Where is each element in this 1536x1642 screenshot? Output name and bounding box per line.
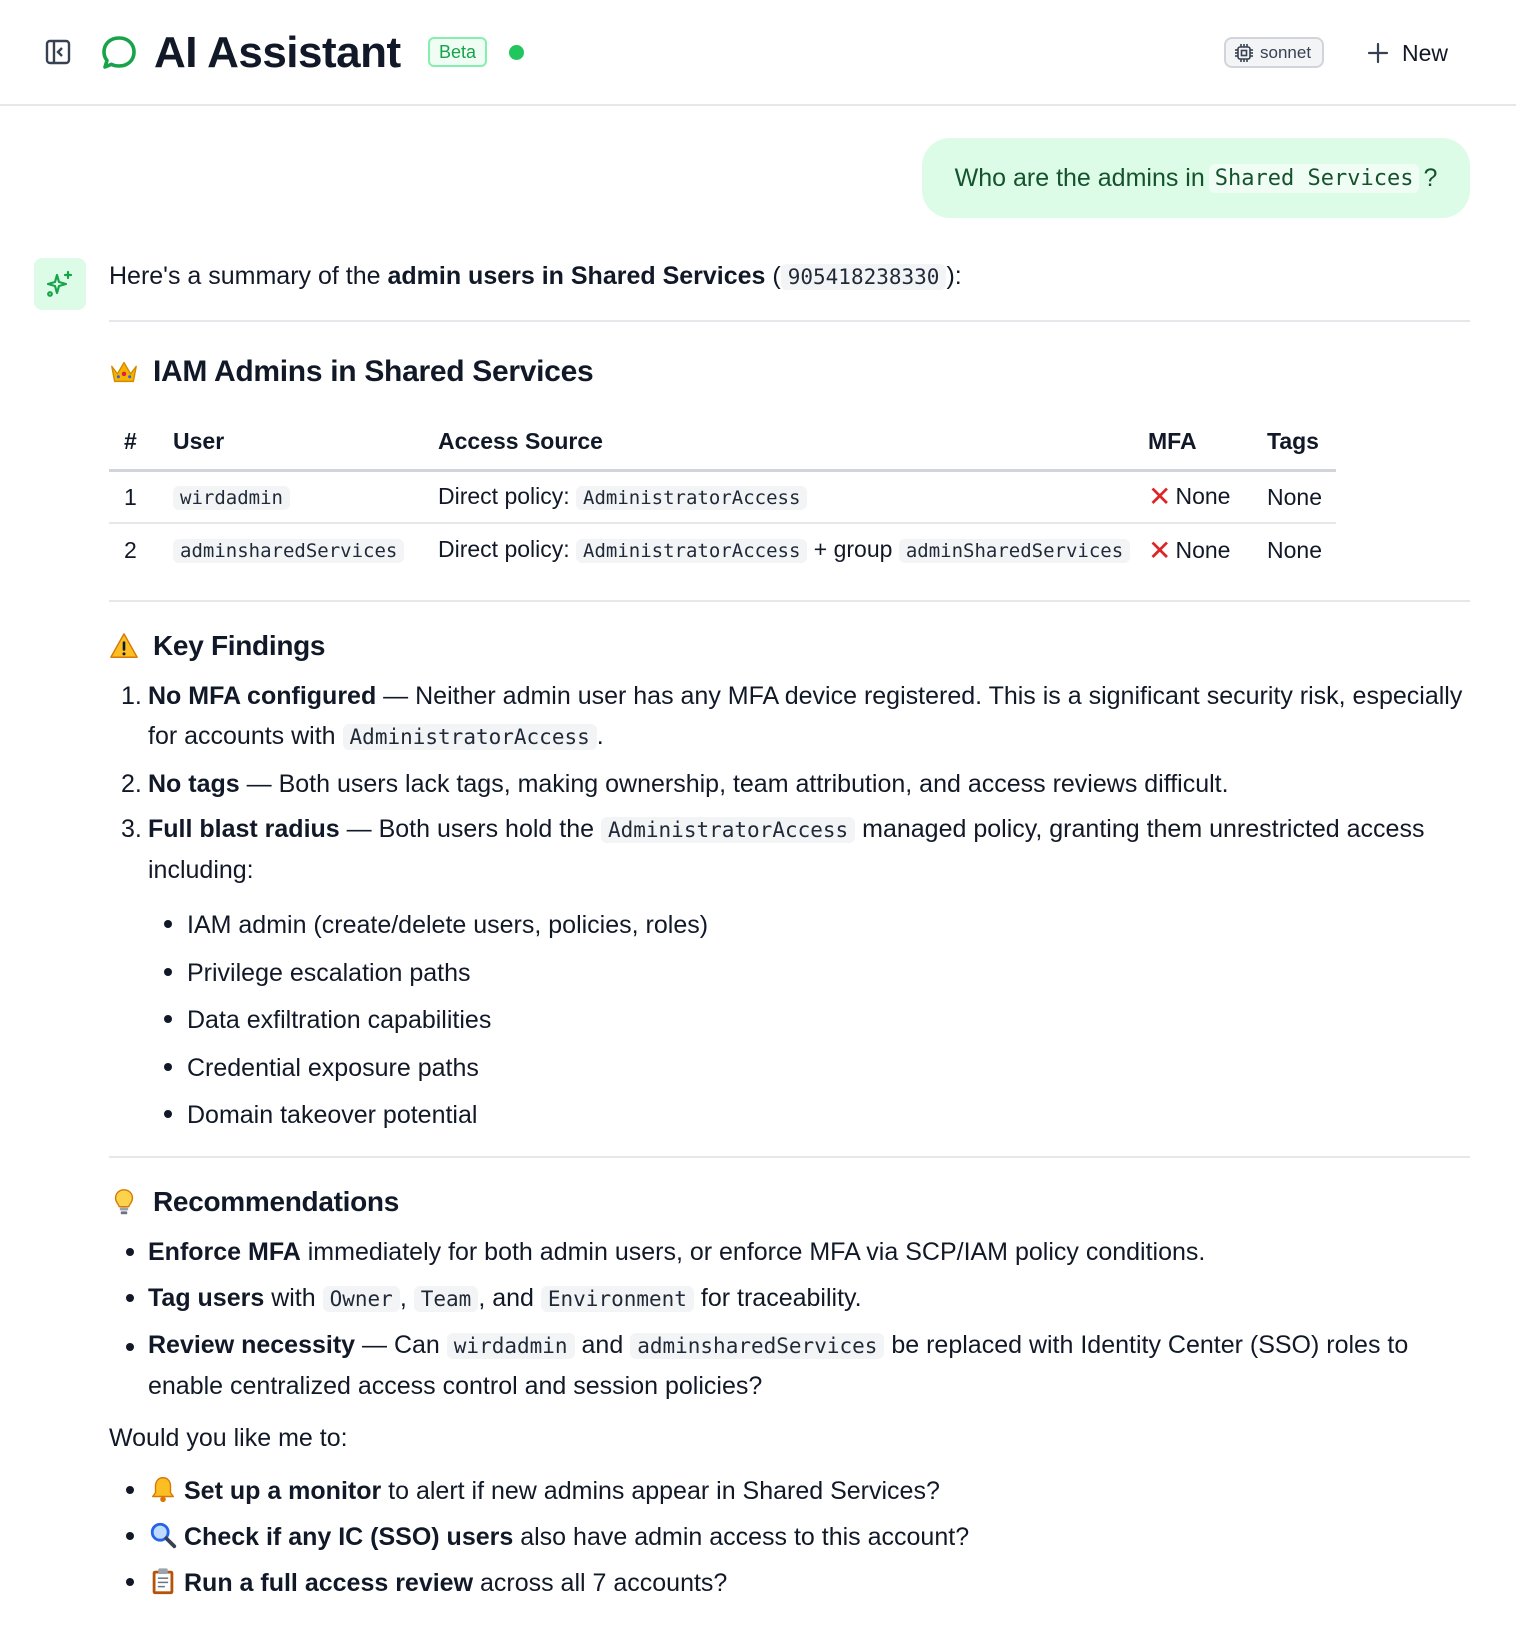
policy-code: AdministratorAccess <box>576 539 807 563</box>
user-message <box>922 138 1470 218</box>
list-item <box>109 1325 1470 1406</box>
list-item: Domain takeover potential <box>109 1092 1470 1140</box>
list-item <box>109 676 1470 757</box>
tag-owner-code: Owner <box>323 1286 400 1312</box>
chip-icon <box>1234 43 1254 63</box>
row-user <box>173 470 438 523</box>
mfa-value: None <box>1175 483 1231 510</box>
admins-heading-text: IAM Admins in Shared Services <box>153 355 594 388</box>
follow-up-question: Would you like me to: <box>109 1423 348 1452</box>
col-access-source: Access Source <box>438 414 1148 470</box>
clipboard-icon <box>148 1566 178 1596</box>
row-num: 2 <box>124 537 137 563</box>
list-item <box>109 1468 1470 1514</box>
col-num: # <box>109 414 173 470</box>
row-num: 1 <box>109 470 173 523</box>
list-number: 1. <box>121 682 142 710</box>
rec-text: , and <box>478 1283 541 1312</box>
rec-text: immediately for both admin users, or enforce MFA via SCP/IAM policy conditions. <box>300 1237 1206 1266</box>
finding-text: — Neither admin user has any MFA device registered. This is a significant security risk, especially for accounts with <box>148 682 1463 750</box>
recommendations-heading-text: Recommendations <box>153 1185 399 1217</box>
rec-text: with <box>264 1283 323 1312</box>
reply-intro <box>109 254 1470 298</box>
row-mfa <box>1148 470 1267 523</box>
row-source <box>438 470 1148 523</box>
col-user: User <box>173 414 438 470</box>
divider <box>109 600 1470 602</box>
model-selector[interactable] <box>1224 37 1324 68</box>
user-code: wirdadmin <box>173 486 290 510</box>
lightbulb-icon <box>109 1187 139 1217</box>
model-label: sonnet <box>1260 42 1312 62</box>
user-code: adminsharedServices <box>630 1333 884 1359</box>
options-list <box>109 1468 1470 1606</box>
rec-text: , <box>399 1283 407 1312</box>
sparkles-icon <box>45 269 75 299</box>
admins-table <box>109 414 1336 576</box>
rec-text: — Can <box>355 1330 447 1359</box>
group-code: adminSharedServices <box>899 539 1130 563</box>
sidebar-toggle-icon[interactable] <box>44 38 72 66</box>
option-bold: Check if any IC (SSO) users <box>184 1522 514 1551</box>
list-item <box>109 1230 1470 1274</box>
tag-environment-code: Environment <box>541 1286 694 1312</box>
blast-radius-list <box>109 902 1470 1140</box>
option-text: to alert if new admins appear in Shared Services? <box>381 1476 940 1505</box>
row-tags: None <box>1267 537 1322 563</box>
crown-icon <box>109 357 139 387</box>
app-header <box>0 0 1516 106</box>
list-number: 2. <box>121 770 142 798</box>
col-tags: Tags <box>1267 414 1336 470</box>
finding-end: managed policy, granting them unrestricted access including: <box>148 815 1425 884</box>
rec-bold: Review necessity <box>148 1330 356 1359</box>
row-mfa <box>1148 523 1267 576</box>
intro-text: Here's a summary of the <box>109 262 388 290</box>
cross-mark-icon: ✕ <box>1148 481 1172 513</box>
intro-bold: admin users in Shared Services <box>387 262 766 290</box>
rec-text: be replaced with Identity Center (SSO) roles to enable centralized access control and session policies? <box>148 1330 1409 1400</box>
list-item <box>109 762 1470 806</box>
option-bold: Set up a monitor <box>184 1476 382 1505</box>
table-row <box>109 470 1336 523</box>
option-bold: Run a full access review <box>184 1568 474 1597</box>
divider <box>109 1156 1470 1158</box>
intro-paren-open: ( <box>765 262 781 290</box>
list-item <box>109 1560 1470 1606</box>
account-id-code: 905418238330 <box>781 264 947 290</box>
assistant-avatar <box>34 258 86 310</box>
intro-end: ): <box>946 262 962 290</box>
list-item: IAM admin (create/delete users, policies, roles) <box>109 902 1470 950</box>
cross-mark-icon: ✕ <box>1148 534 1172 566</box>
magnifier-icon <box>148 1520 178 1550</box>
bell-icon <box>148 1474 178 1504</box>
row-user <box>173 523 438 576</box>
beta-badge: Beta <box>428 37 487 67</box>
finding-code: AdministratorAccess <box>601 817 855 843</box>
finding-end: . <box>596 722 604 750</box>
finding-bold: No tags <box>148 770 240 798</box>
list-item <box>109 1276 1470 1321</box>
finding-bold: No MFA configured <box>148 682 377 710</box>
rec-bold: Enforce MFA <box>148 1237 301 1266</box>
policy-code: AdministratorAccess <box>576 486 807 510</box>
assistant-message <box>109 256 1470 1606</box>
list-item: Data exfiltration capabilities <box>109 997 1470 1045</box>
user-message-end: ? <box>1423 163 1438 192</box>
list-number: 3. <box>121 815 142 843</box>
table-header-row <box>109 414 1336 470</box>
finding-text: — Both users lack tags, making ownership, team attribution, and access reviews difficult. <box>239 770 1229 798</box>
user-code: adminsharedServices <box>173 539 404 563</box>
group-label: + group <box>813 536 893 562</box>
admins-heading <box>109 352 1470 392</box>
tag-team-code: Team <box>414 1286 479 1312</box>
list-item: Privilege escalation paths <box>109 950 1470 998</box>
findings-heading-text: Key Findings <box>153 630 326 661</box>
warning-icon <box>109 631 139 661</box>
status-dot <box>509 45 524 60</box>
rec-text: for traceability. <box>693 1283 862 1312</box>
user-code: wirdadmin <box>447 1333 575 1359</box>
option-text: also have admin access to this account? <box>513 1522 970 1551</box>
plus-icon <box>1366 41 1390 65</box>
rec-bold: Tag users <box>148 1283 265 1312</box>
divider <box>109 320 1470 322</box>
findings-list <box>109 676 1470 890</box>
option-text: across all 7 accounts? <box>473 1568 728 1597</box>
finding-text: — Both users hold the <box>339 815 601 843</box>
user-message-code: Shared Services <box>1209 164 1420 193</box>
row-source <box>438 523 1148 576</box>
page-title: AI Assistant <box>154 28 401 77</box>
list-item: Credential exposure paths <box>109 1045 1470 1093</box>
recommendations-heading <box>109 1182 1470 1222</box>
source-label: Direct policy: <box>438 482 570 509</box>
new-chat-label: New <box>1402 39 1449 66</box>
row-tags: None <box>1267 470 1336 523</box>
finding-code: AdministratorAccess <box>343 724 597 750</box>
mfa-value: None <box>1175 536 1231 563</box>
rec-text: and <box>574 1330 631 1359</box>
recommendations-list <box>109 1230 1470 1406</box>
list-item <box>109 1514 1470 1560</box>
list-item <box>109 809 1470 890</box>
findings-heading <box>109 626 1470 666</box>
table-row <box>109 523 1336 576</box>
chat-bubble-icon <box>100 34 138 72</box>
source-label: Direct policy: <box>438 536 570 562</box>
new-chat-button[interactable] <box>1366 36 1448 70</box>
finding-bold: Full blast radius <box>148 815 340 843</box>
user-message-text: Who are the admins in <box>954 163 1205 192</box>
col-mfa: MFA <box>1148 414 1267 470</box>
